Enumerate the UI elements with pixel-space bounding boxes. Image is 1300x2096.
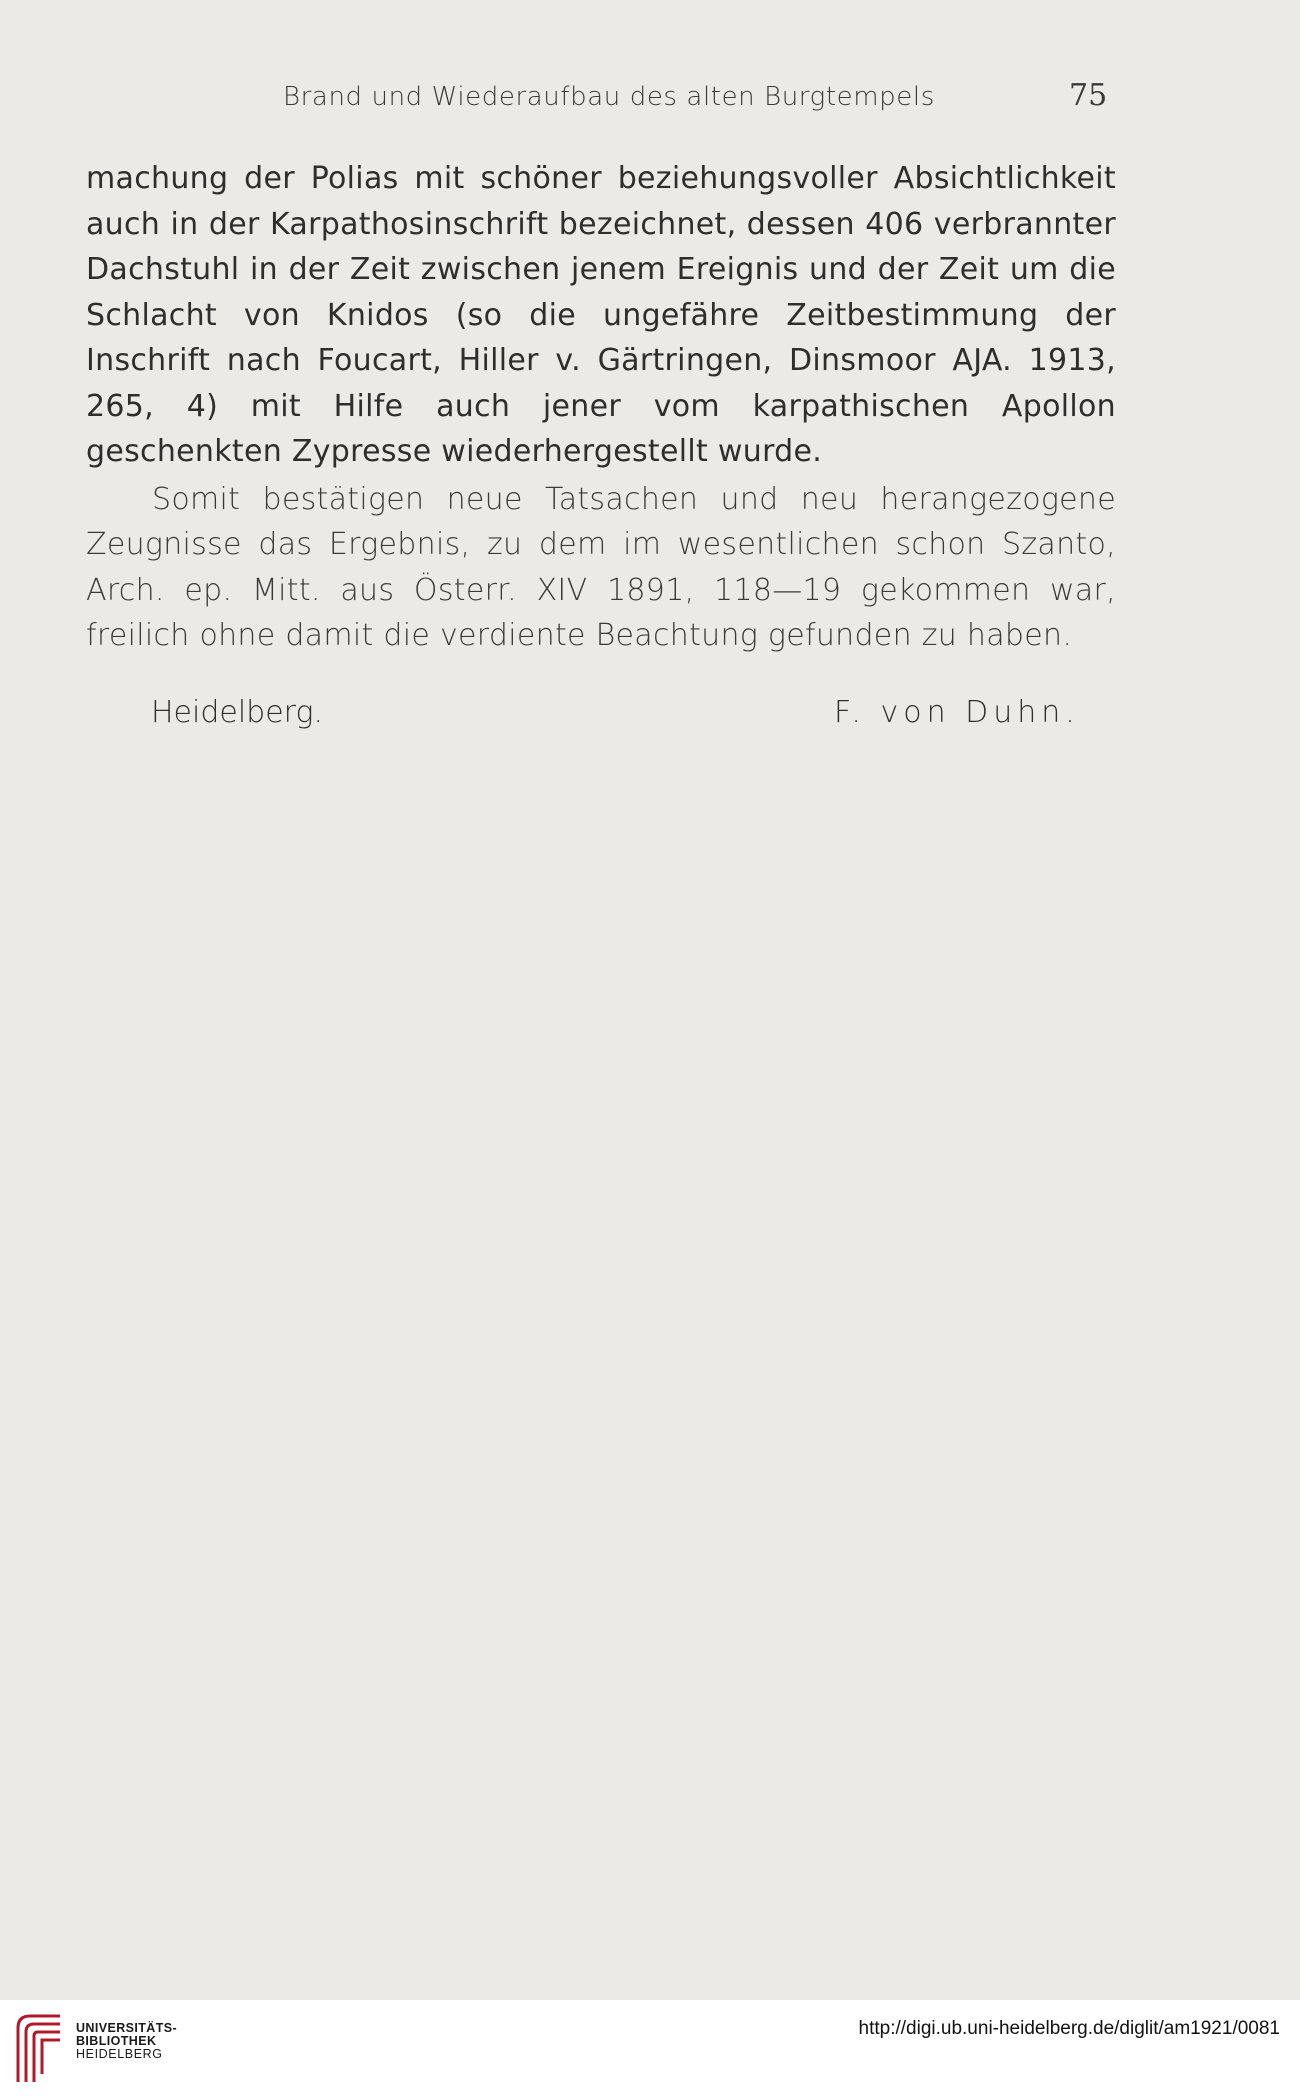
- library-name-line-1: UNIVERSITÄTS-: [76, 2021, 178, 2035]
- paragraph-1: machung der Polias mit schöner beziehungsvoller Absichtlichkeit auch in der Karpathosinschrift bezeichnet, dessen 406 verbrannter Dachstuhl in der Zeit zwischen jenem Ereignis und der Zeit um die Schlacht von Knidos (so die ungefähre Zeitbestimmung der Inschrift nach Foucart, Hiller v. Gärtringen, Dinsmoor AJA. 1913, 265, 4) mit Hilfe auch jener vom karpathischen Apollon geschenkten Zypresse wiederhergestellt wurde.: [86, 161, 1116, 469]
- running-head-title: Brand und Wiederaufbau des alten Burgtempels: [283, 82, 935, 112]
- signature: [0, 695, 1300, 739]
- body-text: [86, 156, 1116, 659]
- running-head: [0, 78, 1300, 122]
- source-url-link[interactable]: http://digi.ub.uni-heidelberg.de/diglit/am1921/0081: [858, 2018, 1280, 2039]
- library-name-line-2: BIBLIOTHEK: [76, 2034, 157, 2048]
- library-name: [76, 2022, 177, 2061]
- paragraph-2: Somit bestätigen neue Tatsachen und neu herangezogene Zeugnisse das Ergebnis, zu dem im wesentlichen schon Szanto, Arch. ep. Mitt. aus Österr. XIV 1891, 118—19 gekommen war, freilich ohne damit die verdiente Beachtung gefunden zu haben.: [86, 481, 1116, 653]
- page-number: 75: [1069, 78, 1108, 113]
- footer-bar: [0, 2000, 1300, 2096]
- signature-place: Heidelberg.: [151, 695, 324, 730]
- signature-author: F. von Duhn.: [834, 695, 1080, 730]
- library-logo-icon: [14, 2010, 64, 2086]
- library-name-line-3: HEIDELBERG: [76, 2047, 163, 2061]
